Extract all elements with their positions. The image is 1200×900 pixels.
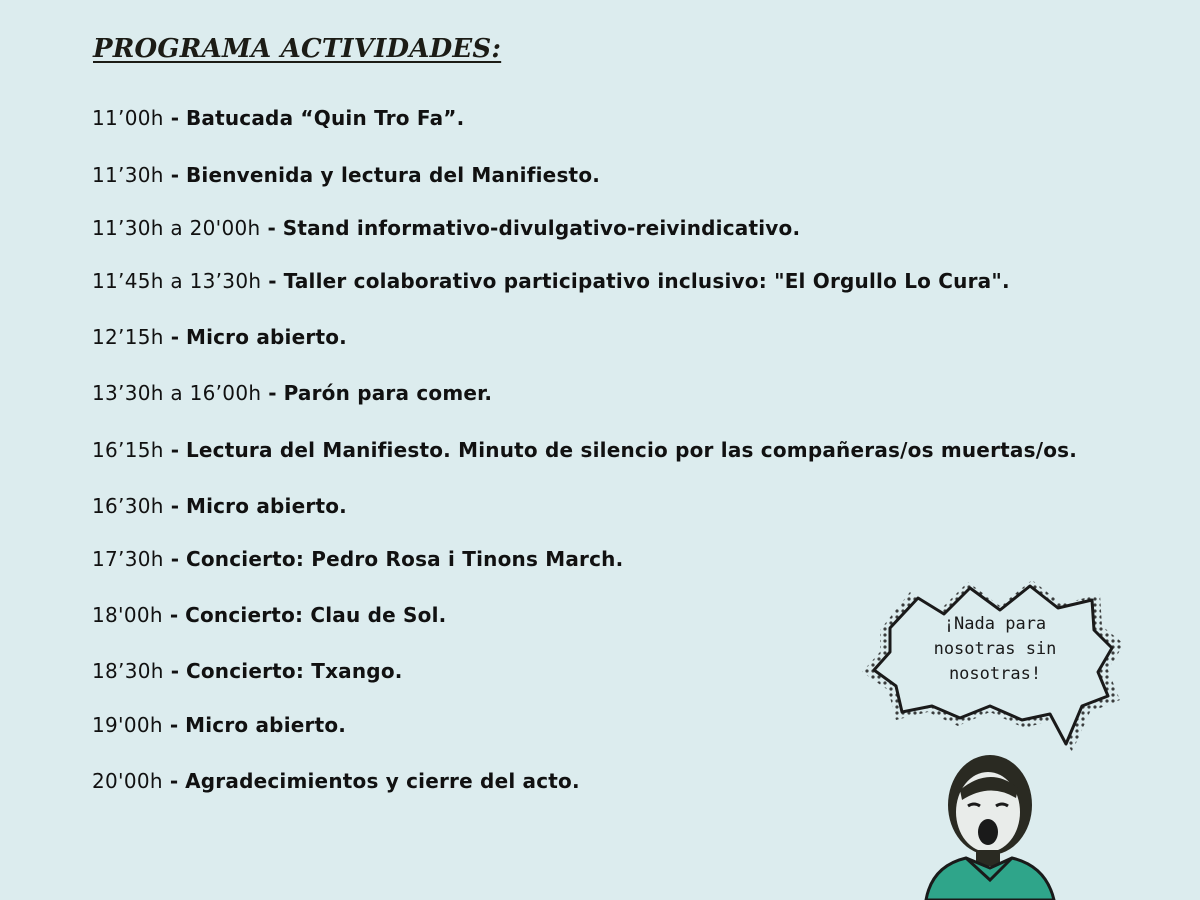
speech-bubble-text (900, 612, 1090, 687)
schedule-description: Agradecimientos y cierre del acto. (185, 769, 580, 793)
bubble-line: nosotras! (948, 664, 1042, 684)
schedule-time: 11’30h a 20'00h (92, 216, 261, 240)
schedule-item: 16’15h - Lectura del Manifiesto. Minuto de silencio por las compañeras/os muertas/os. (92, 438, 1078, 462)
schedule-description: Micro abierto. (185, 325, 347, 349)
schedule-item: 17’30h - Concierto: Pedro Rosa i Tinons March. (92, 547, 624, 571)
page-title: PROGRAMA ACTIVIDADES: (93, 34, 502, 64)
schedule-description: Concierto: Clau de Sol. (185, 603, 447, 627)
schedule-description: Concierto: Txango. (185, 659, 403, 683)
bubble-line: nosotras sin (933, 639, 1057, 659)
schedule-time: 18'00h (92, 603, 163, 627)
schedule-item: 11’00h - Batucada “Quin Tro Fa”. (92, 106, 465, 130)
schedule-item: 11’30h - Bienvenida y lectura del Manifiesto. (92, 163, 601, 187)
schedule-description: Lectura del Manifiesto. Minuto de silencio por las compañeras/os muertas/os. (185, 438, 1078, 462)
schedule-description: Bienvenida y lectura del Manifiesto. (185, 163, 601, 187)
bubble-line: ¡Nada para (943, 614, 1047, 634)
schedule-item: 20'00h - Agradecimientos y cierre del acto. (92, 769, 580, 793)
schedule-description: Micro abierto. (185, 494, 347, 518)
schedule-item: 11’45h a 13’30h - Taller colaborativo participativo inclusivo: "El Orgullo Lo Cura". (92, 269, 1010, 293)
person-figure (926, 755, 1054, 900)
schedule-item: 19'00h - Micro abierto. (92, 713, 347, 737)
schedule-time: 18’30h (92, 659, 164, 683)
schedule-item: 13’30h a 16’00h - Parón para comer. (92, 381, 493, 405)
schedule-time: 17’30h (92, 547, 164, 571)
schedule-item: 18'00h - Concierto: Clau de Sol. (92, 603, 447, 627)
schedule-description: Concierto: Pedro Rosa i Tinons March. (185, 547, 624, 571)
schedule-time: 20'00h (92, 769, 163, 793)
schedule-description: Parón para comer. (283, 381, 493, 405)
schedule-item: 11’30h a 20'00h - Stand informativo-divulgativo-reivindicativo. (92, 216, 801, 240)
schedule-time: 16’15h (92, 438, 164, 462)
schedule-time: 16’30h (92, 494, 164, 518)
schedule-time: 11’00h (92, 106, 164, 130)
schedule-time: 19'00h (92, 713, 163, 737)
schedule-description: Micro abierto. (185, 713, 347, 737)
schedule-description: Batucada “Quin Tro Fa”. (185, 106, 465, 130)
schedule-time: 12’15h (92, 325, 164, 349)
schedule-time: 13’30h a 16’00h (92, 381, 262, 405)
schedule-description: Stand informativo-divulgativo-reivindicativo. (282, 216, 801, 240)
schedule-time: 11’45h a 13’30h (92, 269, 262, 293)
schedule-time: 11’30h (92, 163, 164, 187)
schedule-item: 12’15h - Micro abierto. (92, 325, 347, 349)
schedule-description: Taller colaborativo participativo inclusivo: "El Orgullo Lo Cura". (283, 269, 1010, 293)
shouting-person-illustration (840, 560, 1140, 900)
schedule-item: 16’30h - Micro abierto. (92, 494, 347, 518)
schedule-item: 18’30h - Concierto: Txango. (92, 659, 403, 683)
